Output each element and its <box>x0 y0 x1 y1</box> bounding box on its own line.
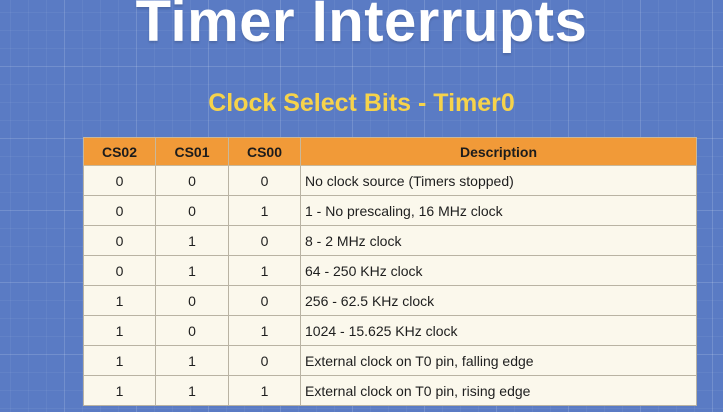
clock-select-table <box>83 137 697 406</box>
cell-cs02: 1 <box>84 316 156 346</box>
slide-subtitle: Clock Select Bits - Timer0 <box>208 89 515 117</box>
cell-cs00: 1 <box>229 196 301 226</box>
table-row <box>84 376 697 406</box>
cell-description: External clock on T0 pin, falling edge <box>301 346 697 376</box>
table-row <box>84 316 697 346</box>
header-cs01: CS01 <box>156 138 229 166</box>
cell-cs00: 0 <box>229 166 301 196</box>
cell-cs01: 0 <box>156 166 229 196</box>
table-row <box>84 346 697 376</box>
cell-description: 64 - 250 KHz clock <box>301 256 697 286</box>
cell-cs00: 1 <box>229 316 301 346</box>
table-row <box>84 256 697 286</box>
cell-cs01: 0 <box>156 286 229 316</box>
cell-description: 1 - No prescaling, 16 MHz clock <box>301 196 697 226</box>
header-description: Description <box>301 138 697 166</box>
cell-description: 8 - 2 MHz clock <box>301 226 697 256</box>
cell-cs00: 0 <box>229 346 301 376</box>
cell-cs01: 1 <box>156 256 229 286</box>
header-cs02: CS02 <box>84 138 156 166</box>
cell-cs01: 1 <box>156 376 229 406</box>
cell-cs02: 0 <box>84 196 156 226</box>
cell-cs00: 1 <box>229 256 301 286</box>
cell-description: External clock on T0 pin, rising edge <box>301 376 697 406</box>
table-header-row <box>84 138 697 166</box>
cell-description: 1024 - 15.625 KHz clock <box>301 316 697 346</box>
cell-cs01: 1 <box>156 346 229 376</box>
cell-cs02: 0 <box>84 226 156 256</box>
cell-description: No clock source (Timers stopped) <box>301 166 697 196</box>
header-cs00: CS00 <box>229 138 301 166</box>
cell-cs01: 0 <box>156 196 229 226</box>
cell-cs02: 1 <box>84 286 156 316</box>
table-row <box>84 196 697 226</box>
cell-cs00: 0 <box>229 286 301 316</box>
cell-description: 256 - 62.5 KHz clock <box>301 286 697 316</box>
cell-cs02: 0 <box>84 256 156 286</box>
cell-cs01: 1 <box>156 226 229 256</box>
cell-cs00: 0 <box>229 226 301 256</box>
table-row <box>84 286 697 316</box>
slide-title: Timer Interrupts <box>135 0 588 54</box>
cell-cs02: 1 <box>84 346 156 376</box>
cell-cs01: 0 <box>156 316 229 346</box>
cell-cs02: 1 <box>84 376 156 406</box>
table-row <box>84 226 697 256</box>
cell-cs00: 1 <box>229 376 301 406</box>
cell-cs02: 0 <box>84 166 156 196</box>
table-row <box>84 166 697 196</box>
